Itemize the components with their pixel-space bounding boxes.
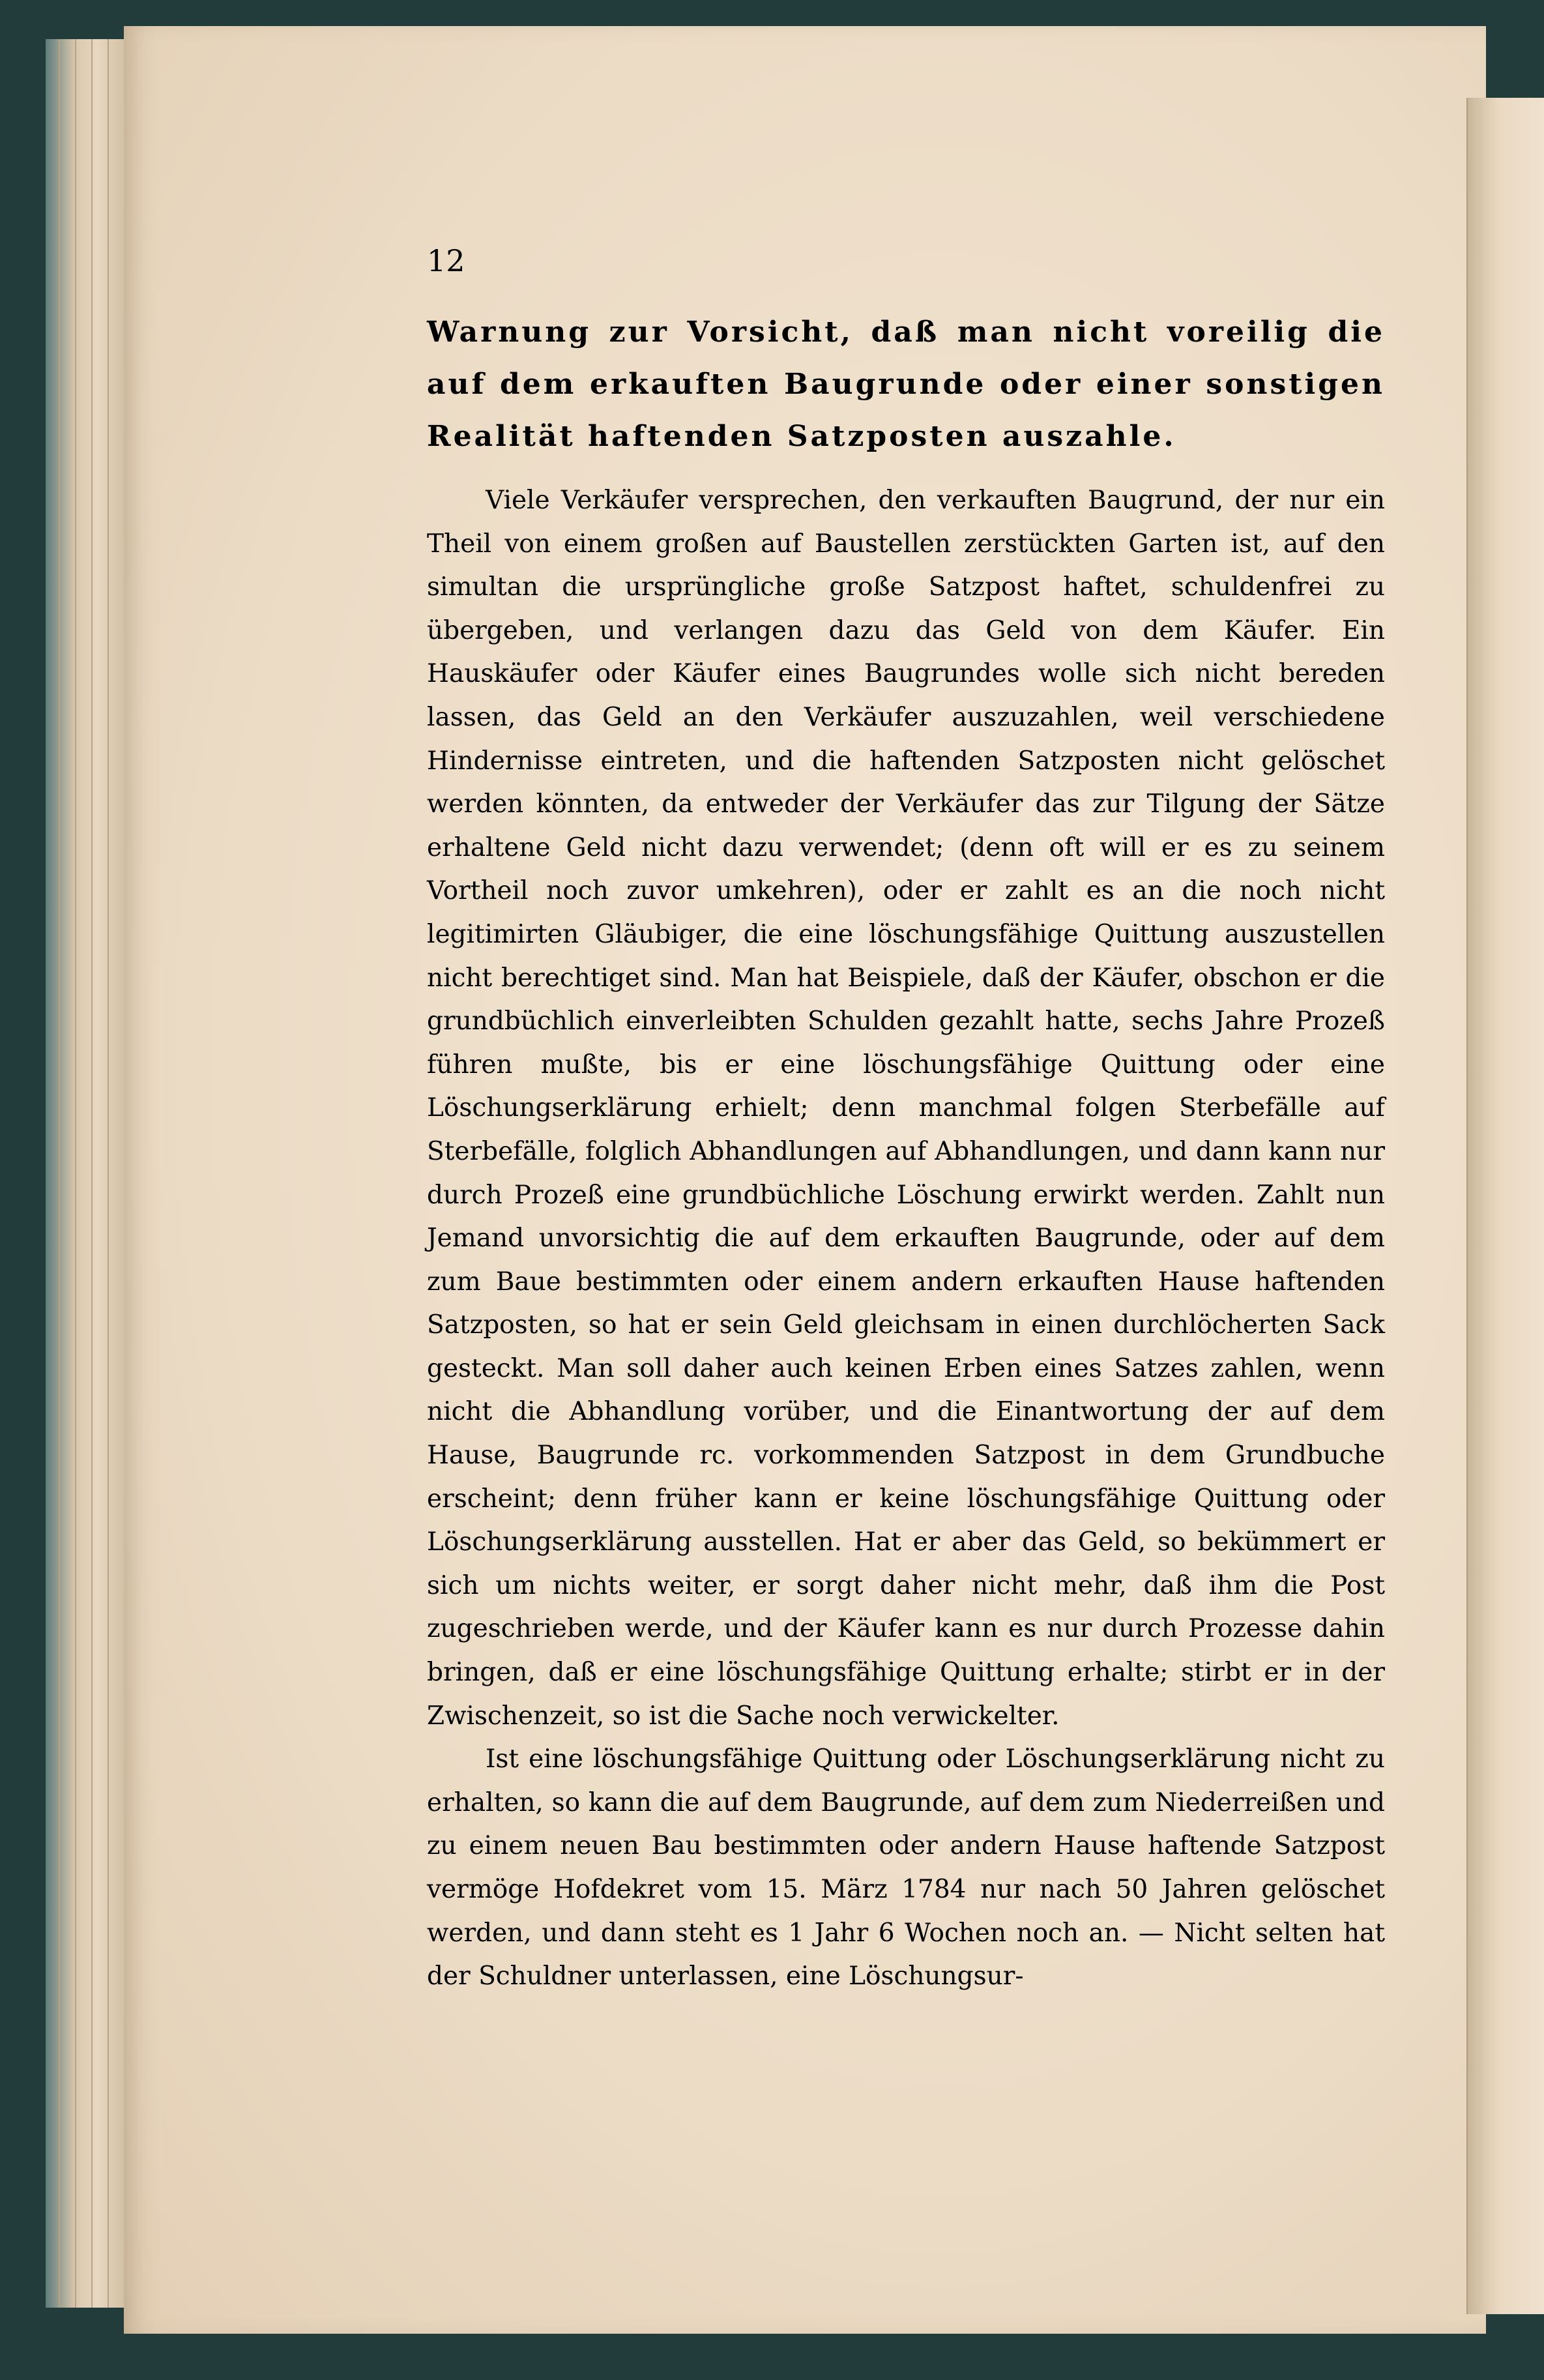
paragraph: Ist eine löschungsfähige Quittung oder Löschungserklärung nicht zu erhalten, so kann die auf dem Baugrunde, auf dem zum Niederreißen und zu einem neuen Bau bestimmten oder andern Hause haftende Satzpost vermöge Hofdekret vom 15. März 1784 nur nach 50 Jahren gelöschet werden, und dann steht es 1 Jahr 6 Wochen noch an. — Nicht selten hat der Schuldner unterlassen, eine Löschungsur- — [427, 1744, 1385, 1991]
facing-page-edge — [1466, 98, 1544, 2314]
paragraph: Viele Verkäufer versprechen, den verkauften Baugrund, der nur ein Theil von einem großen auf Baustellen zerstückten Garten ist, auf den simultan die ursprüngliche große Satzpost haftet, schuldenfrei zu übergeben, und verlangen dazu das Geld von dem Käufer. Ein Hauskäufer oder Käufer eines Baugrundes wolle sich nicht bereden lassen, das Geld an den Verkäufer auszuzahlen, weil verschiedene Hindernisse eintreten, und die haftenden Satzposten nicht gelöschet werden könnten, da entweder der Verkäufer das zur Tilgung der Sätze erhaltene Geld nicht dazu verwendet; (denn oft will er es zu seinem Vortheil noch zuvor umkehren), oder er zahlt es an die noch nicht legitimirten Gläubiger, die eine löschungsfähige Quittung auszustellen nicht berechtiget sind. Man hat Beispiele, daß der Käufer, obschon er die grundbüchlich einverleibten Schulden gezahlt hatte, sechs Jahre Prozeß führen mußte, bis er eine löschungsfähige Quittung oder eine Löschungserklärung erhielt; denn manchmal folgen Sterbefälle auf Sterbefälle, folglich Abhandlungen auf Abhandlungen, und dann kann nur durch Prozeß eine grundbüchliche Löschung erwirkt werden. Zahlt nun Jemand unvorsichtig die auf dem erkauften Baugrunde, oder auf dem zum Baue bestimmten oder einem andern erkauften Hause haftenden Satzposten, so hat er sein Geld gleichsam in einen durchlöcherten Sack gesteckt. Man soll daher auch keinen Erben eines Satzes zahlen, wenn nicht die Abhandlung vorüber, und die Einantwortung der auf dem Hause, Baugrunde rc. vorkommenden Satzpost in dem Grundbuche erscheint; denn früher kann er keine löschungsfähige Quittung oder Löschungserklärung ausstellen. Hat er aber das Geld, so bekümmert er sich um nichts weiter, er sorgt daher nicht mehr, daß ihm die Post zugeschrieben werde, und der Käufer kann es nur durch Prozesse dahin bringen, daß er eine löschungsfähige Quittung erhalte; stirbt er in der Zwischenzeit, so ist die Sache noch verwickelter. — [427, 486, 1385, 1731]
body-text — [427, 479, 1385, 1999]
book-page-edges — [46, 39, 130, 2308]
section-heading: Warnung zur Vorsicht, daß man nicht voreilig die auf dem erkauften Baugrunde oder einer sonstigen Realität haftenden Satzposten auszahle. — [427, 316, 1385, 453]
page-edge-line — [108, 39, 109, 2308]
page-edge-line — [75, 39, 76, 2308]
page-edge-line — [91, 39, 93, 2308]
page-number: 12 — [427, 243, 465, 278]
page-edge-line — [59, 39, 60, 2308]
